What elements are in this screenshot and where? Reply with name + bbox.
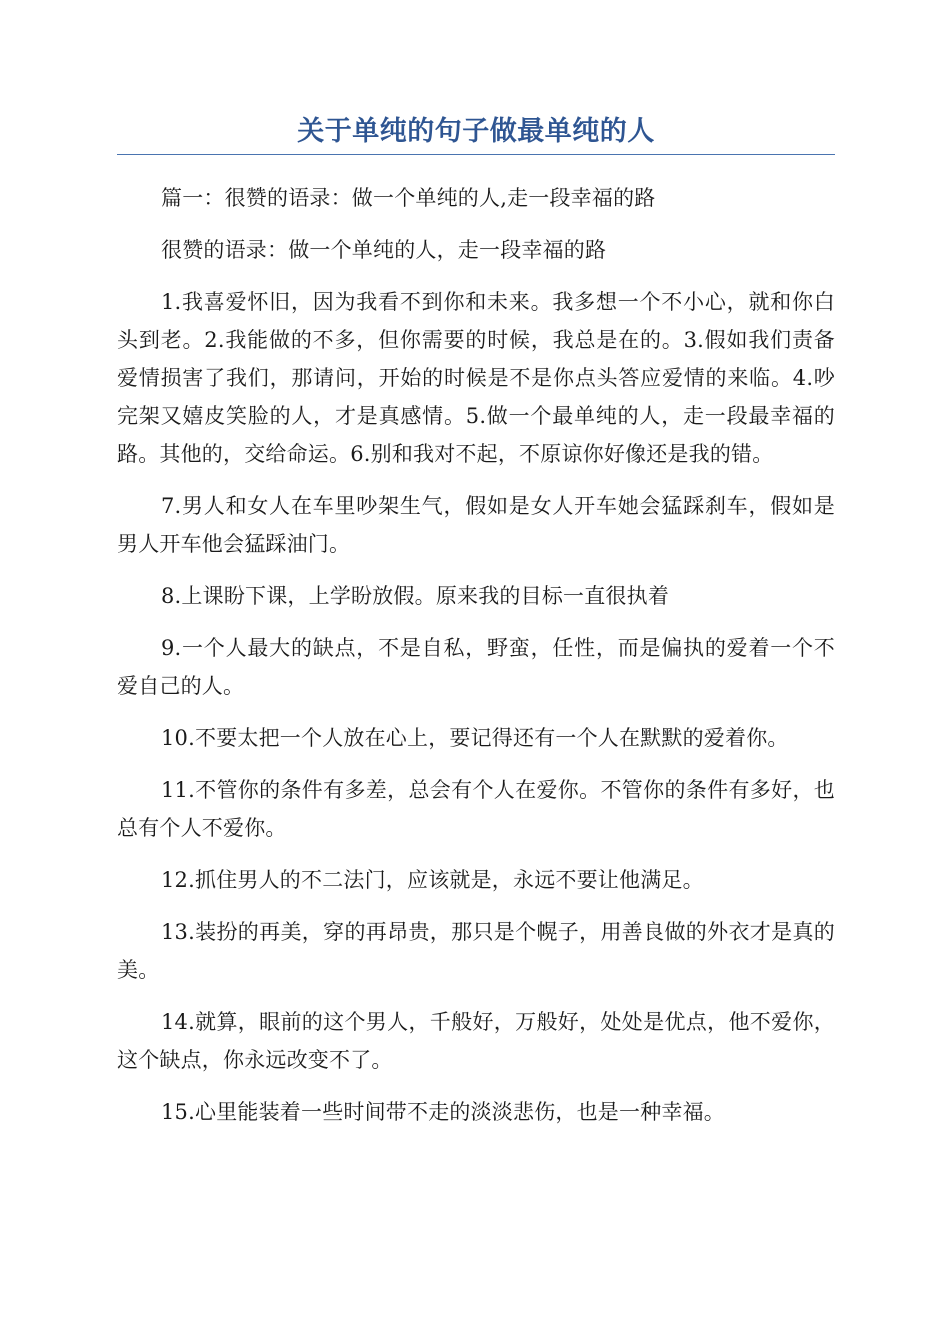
paragraph: 8.上课盼下课，上学盼放假。原来我的目标一直很执着 — [161, 584, 670, 608]
document-title: 关于单纯的句子做最单纯的人 — [297, 116, 655, 147]
section-heading: 篇一：很赞的语录：做一个单纯的人,走一段幸福的路 — [161, 186, 656, 210]
document-body — [117, 179, 835, 1131]
paragraph: 15.心里能装着一些时间带不走的淡淡悲伤，也是一种幸福。 — [161, 1100, 725, 1124]
document-page — [117, 0, 835, 1145]
paragraph: 12.抓住男人的不二法门，应该就是，永远不要让他满足。 — [161, 868, 704, 892]
subheading: 很赞的语录：做一个单纯的人，走一段幸福的路 — [161, 238, 607, 262]
paragraph: 1.我喜爱怀旧，因为我看不到你和未来。我多想一个不小心，就和你白头到老。2.我能做的不多，但你需要的时候，我总是在的。3.假如我们责备爱情损害了我们，那请问，开始的时候是不是你点头答应爱情的来临。4.吵完架又嬉皮笑脸的人，才是真感情。5.做一个最单纯的人，走一段最幸福的路。其他的，交给命运。6.别和我对不起，不原谅你好像还是我的错。 — [117, 290, 835, 466]
paragraph: 13.装扮的再美，穿的再昂贵，那只是个幌子，用善良做的外衣才是真的美。 — [117, 920, 835, 982]
paragraph: 10.不要太把一个人放在心上，要记得还有一个人在默默的爱着你。 — [161, 726, 789, 750]
paragraph: 7.男人和女人在车里吵架生气，假如是女人开车她会猛踩刹车，假如是男人开车他会猛踩油门。 — [117, 494, 835, 556]
title-underline — [117, 154, 835, 155]
paragraph: 14.就算，眼前的这个男人，千般好，万般好，处处是优点，他不爱你，这个缺点，你永远改变不了。 — [117, 1010, 835, 1072]
paragraph: 9.一个人最大的缺点，不是自私，野蛮，任性，而是偏执的爱着一个不爱自己的人。 — [117, 636, 835, 698]
paragraph: 11.不管你的条件有多差，总会有个人在爱你。不管你的条件有多好，也总有个人不爱你。 — [117, 778, 835, 840]
